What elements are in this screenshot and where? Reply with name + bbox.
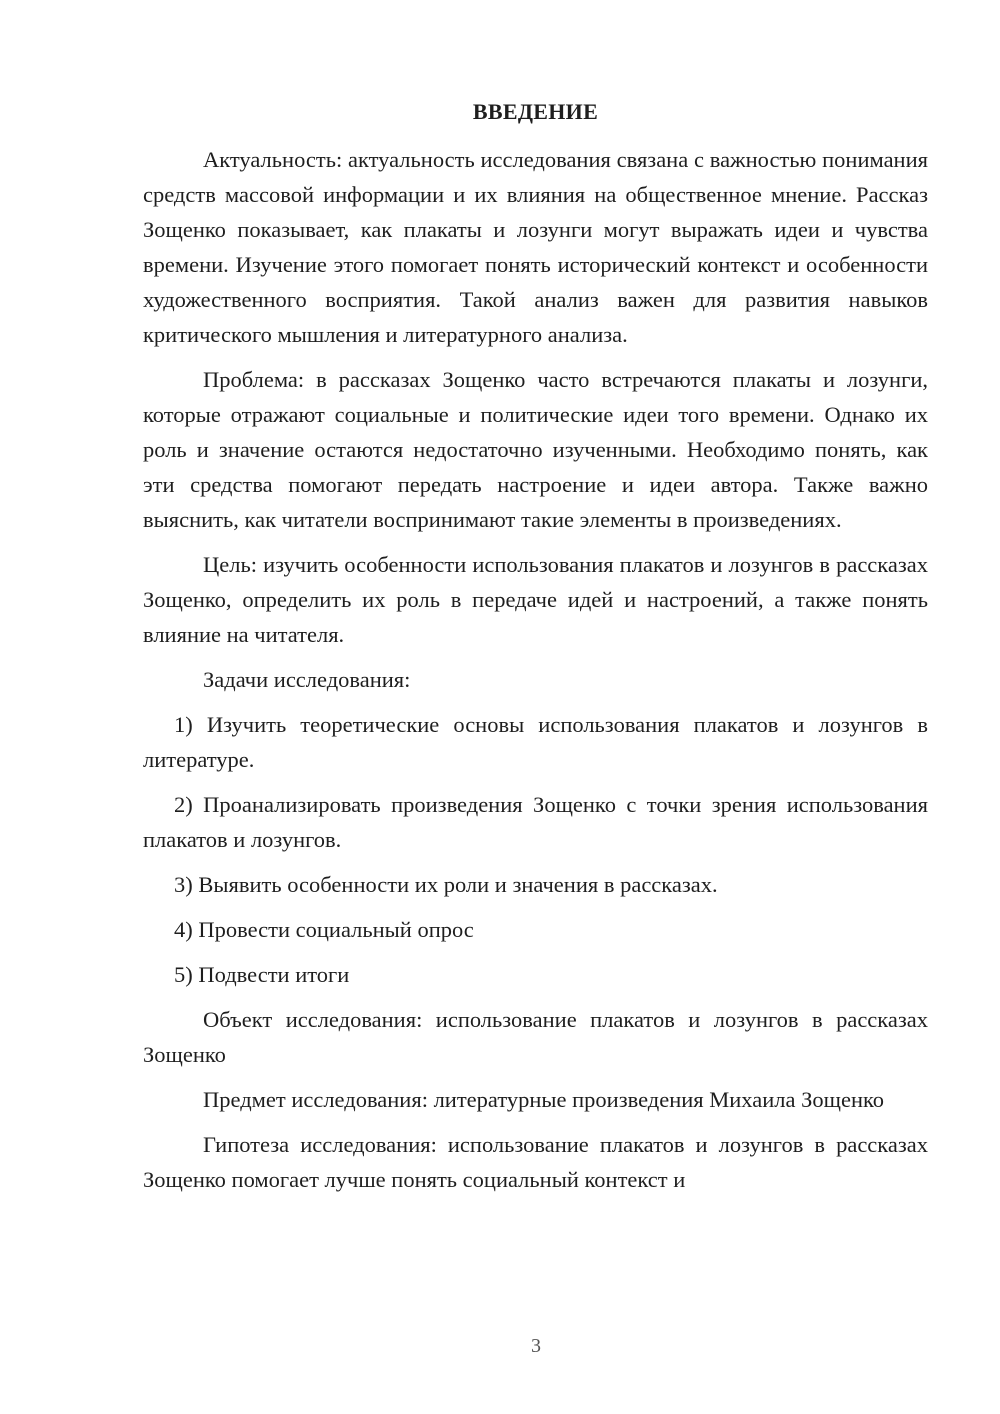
section-title: ВВЕДЕНИЕ xyxy=(472,99,599,124)
paragraph-subject: Предмет исследования: литературные произведения Михаила Зощенко xyxy=(203,1087,885,1112)
paragraph-problem: Проблема: в рассказах Зощенко часто встречаются плакаты и лозунги, которые отражают социальные и политические идеи того времени. Однако их роль и значение остаются недостаточно изученными. Необходимо понять, как эти средства помогают передать настроение и идеи автора. Также важно выяснить, как читатели воспринимают такие элементы в произведениях. xyxy=(143,367,928,532)
task-item-5: 5) Подвести итоги xyxy=(174,962,350,987)
document-body xyxy=(143,142,928,1207)
task-item-4: 4) Провести социальный опрос xyxy=(174,917,474,942)
task-item-3: 3) Выявить особенности их роли и значения в рассказах. xyxy=(174,872,718,897)
paragraph-goal: Цель: изучить особенности использования плакатов и лозунгов в рассказах Зощенко, определить их роль в передаче идей и настроений, а также понять влияние на читателя. xyxy=(143,552,928,647)
task-item-2: 2) Проанализировать произведения Зощенко с точки зрения использования плакатов и лозунгов. xyxy=(143,792,928,852)
task-item-1: 1) Изучить теоретические основы использования плакатов и лозунгов в литературе. xyxy=(143,712,928,772)
tasks-heading: Задачи исследования: xyxy=(203,667,411,692)
paragraph-relevance: Актуальность: актуальность исследования связана с важностью понимания средств массовой информации и их влияния на общественное мнение. Рассказ Зощенко показывает, как плакаты и лозунги могут выражать идеи и чувства времени. Изучение этого помогает понять исторический контекст и особенности художественного восприятия. Такой анализ важен для развития навыков критического мышления и литературного анализа. xyxy=(143,147,928,347)
paragraph-object: Объект исследования: использование плакатов и лозунгов в рассказах Зощенко xyxy=(143,1007,928,1067)
paragraph-hypothesis: Гипотеза исследования: использование плакатов и лозунгов в рассказах Зощенко помогает лучше понять социальный контекст и xyxy=(143,1132,928,1192)
page-number: 3 xyxy=(531,1335,541,1357)
